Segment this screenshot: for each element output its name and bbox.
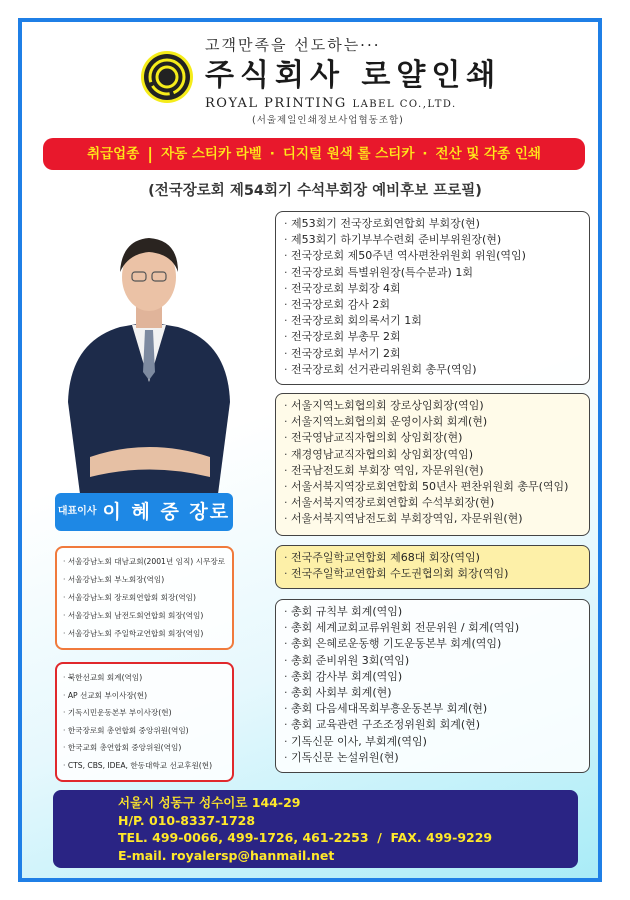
- union-name: (서울제일인쇄정보사업협동조합): [252, 115, 404, 126]
- profile-subtitle: (전국장로회 제54회기 수석부회장 예비후보 프로필): [148, 183, 482, 199]
- list-item: · 전국장로회 부서기 2회: [284, 346, 581, 362]
- list-item: · 서울서북지역남전도회 부회장역임, 자문위원(현): [284, 511, 581, 527]
- portrait-photo: [60, 222, 238, 494]
- list-item: · 서울강남노회 주일학교연합회 회장(역임): [63, 625, 226, 643]
- telephone-fax: TEL. 499-0066, 499-1726, 461-2253 / FAX. 499-9229: [118, 830, 493, 845]
- list-item: · 제53회기 전국장로회연합회 부회장(현): [284, 216, 581, 232]
- list-item: · 전국남전도회 부회장 역임, 자문위원(현): [284, 463, 581, 479]
- business-item: 자동 스티카 라벨: [161, 146, 262, 162]
- list-item: · 총회 다음세대목회부흥운동본부 회계(현): [284, 701, 581, 717]
- email: E-mail. royalersp@hanmail.net: [118, 847, 335, 863]
- business-label: 취급업종: [87, 146, 140, 162]
- mobile-phone: H/P. 010-8337-1728: [118, 812, 256, 828]
- company-logo-icon: [140, 50, 194, 104]
- list-item: · 제53회기 하기부부수련회 준비부위원장(현): [284, 232, 581, 248]
- company-english-name: [205, 96, 457, 111]
- list-item: · AP 선교회 부이사장(현): [63, 687, 226, 705]
- list-item: · 기독신문 논설위원(현): [284, 750, 581, 766]
- list-item: · 서울지역노회협의회 운영이사회 회계(현): [284, 414, 581, 430]
- person-name: 이 혜 중 장로: [102, 501, 231, 523]
- list-item: · 서울강남노회 대남교회(2001년 임직) 시무장로: [63, 553, 226, 571]
- list-item: · 전국주일학교연합회 수도권협의회 회장(역임): [284, 566, 581, 582]
- career-box-national: [275, 211, 590, 385]
- career-box-presbytery: [55, 546, 234, 650]
- list-item: · 총회 사회부 회계(현): [284, 685, 581, 701]
- list-item: · 총회 규칙부 회계(역임): [284, 604, 581, 620]
- list-item: · 기독시민운동본부 부이사장(현): [63, 704, 226, 722]
- dot: ·: [422, 146, 428, 162]
- list-item: · 전국장로회 부총무 2회: [284, 329, 581, 345]
- list-item: · 전국장로회 감사 2회: [284, 297, 581, 313]
- separator: |: [147, 144, 154, 163]
- list-item: · 전국장로회 선거관리위원회 총무(역임): [284, 362, 581, 378]
- name-badge: [55, 493, 233, 531]
- list-item: · 총회 감사부 회계(역임): [284, 669, 581, 685]
- list-item: · 총회 교육관련 구조조정위원회 회계(현): [284, 717, 581, 733]
- person-title: 대표이사: [57, 506, 97, 517]
- list-item: · 전국장로회 회의록서기 1회: [284, 313, 581, 329]
- business-item: 전산 및 각종 인쇄: [435, 146, 541, 162]
- list-item: · 총회 은혜로운동행 기도운동본부 회계(역임): [284, 636, 581, 652]
- list-item: · 전국장로회 제50주년 역사편찬위원회 위원(역임): [284, 248, 581, 264]
- english-main: ROYAL PRINTING: [205, 96, 347, 111]
- business-item: 디지털 원색 롤 스티카: [282, 146, 415, 162]
- list-item: · 서울서북지역장로회연합회 50년사 편찬위원회 총무(역임): [284, 479, 581, 495]
- address: 서울시 성동구 성수이로 144-29: [118, 795, 301, 810]
- tagline: 고객만족을 선도하는···: [205, 36, 381, 54]
- list-item: · 총회 세계교회교류위원회 전문위원 / 회계(역임): [284, 620, 581, 636]
- list-item: · 한국교회 총연합회 중앙위원(역임): [63, 739, 226, 757]
- list-item: · 서울서북지역장로회연합회 수석부회장(현): [284, 495, 581, 511]
- list-item: · 서울강남노회 장로회연합회 회장(역임): [63, 589, 226, 607]
- list-item: · 서울강남노회 남전도회연합회 회장(역임): [63, 607, 226, 625]
- list-item: · 전국장로회 부회장 4회: [284, 281, 581, 297]
- list-item: · 서울지역노회협의회 장로상임회장(역임): [284, 398, 581, 414]
- list-item: · 전국장로회 특별위원장(특수분과) 1회: [284, 265, 581, 281]
- list-item: · 기독신문 이사, 부회계(역임): [284, 734, 581, 750]
- dot: ·: [269, 146, 275, 162]
- list-item: · 전국영남교직자협의회 상임회장(현): [284, 430, 581, 446]
- career-box-mission: [55, 662, 234, 782]
- company-name: 주식회사 로얄인쇄: [205, 58, 502, 93]
- list-item: · 재경영남교직자협의회 상임회장(역임): [284, 447, 581, 463]
- english-small: LABEL CO.,LTD.: [352, 99, 457, 110]
- list-item: · 서울강남노회 부노회장(역임): [63, 571, 226, 589]
- list-item: · 전국주일학교연합회 제68대 회장(역임): [284, 550, 581, 566]
- list-item: · 한국장로회 총연합회 중앙위원(역임): [63, 722, 226, 740]
- contact-panel: [53, 790, 578, 868]
- list-item: · 북한선교회 회계(역임): [63, 669, 226, 687]
- list-item: · 총회 준비위원 3회(역임): [284, 653, 581, 669]
- list-item: · CTS, CBS, IDEA, 한동대학교 선교후원(현): [63, 757, 226, 775]
- business-bar: [43, 138, 585, 170]
- career-box-regional: [275, 393, 590, 536]
- career-box-sunday-school: [275, 545, 590, 589]
- career-box-assembly: [275, 599, 590, 773]
